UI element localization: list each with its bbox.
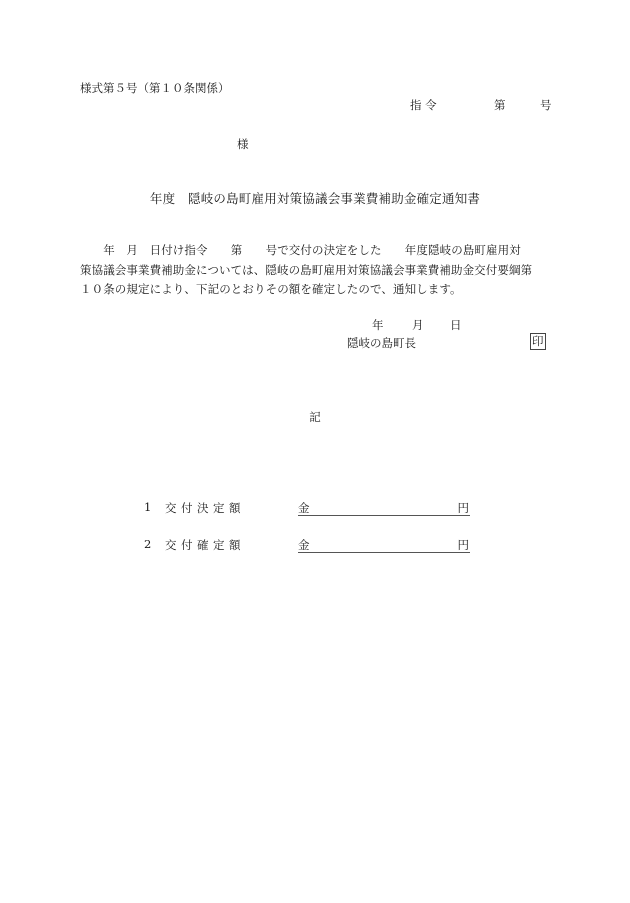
item-label: 交付決定額	[165, 501, 245, 515]
body-line: 年 月 日付け指令 第 号で交付の決定をした 年度隠岐の島町雇用対	[80, 243, 521, 257]
date-year: 年	[372, 318, 384, 332]
amount-prefix: 金	[298, 538, 310, 552]
date-month: 月	[412, 318, 424, 332]
date-day: 日	[450, 318, 462, 332]
command-dai: 第	[494, 98, 506, 112]
amount-suffix: 円	[457, 538, 469, 552]
issue-date	[372, 317, 472, 333]
command-prefix: 指 令	[410, 98, 437, 112]
body-paragraph	[80, 241, 552, 300]
seal-mark: 印	[532, 334, 544, 348]
item-number: 2	[144, 537, 152, 551]
addressee-suffix: 様	[237, 137, 249, 151]
amount-field	[298, 500, 470, 516]
body-line: １０条の規定により、下記のとおりその額を確定したので、通知します。	[80, 282, 462, 296]
amount-suffix: 円	[457, 501, 469, 515]
item-grant-confirmed-amount	[0, 537, 630, 555]
ki-heading: 記	[309, 410, 321, 424]
amount-field	[298, 537, 470, 553]
form-number: 様式第５号（第１０条関係）	[80, 81, 230, 95]
item-grant-decision-amount	[0, 500, 630, 518]
document-title: 年度 隠岐の島町雇用対策協議会事業費補助金確定通知書	[149, 191, 481, 206]
body-line: 策協議会事業費補助金については、隠岐の島町雇用対策協議会事業費補助金交付要綱第	[80, 262, 533, 277]
item-label: 交付確定額	[165, 538, 245, 552]
amount-prefix: 金	[298, 501, 310, 515]
signer-name: 隠岐の島町長	[347, 336, 416, 350]
command-number	[410, 97, 552, 113]
item-number: 1	[144, 500, 152, 514]
command-go: 号	[540, 98, 552, 112]
